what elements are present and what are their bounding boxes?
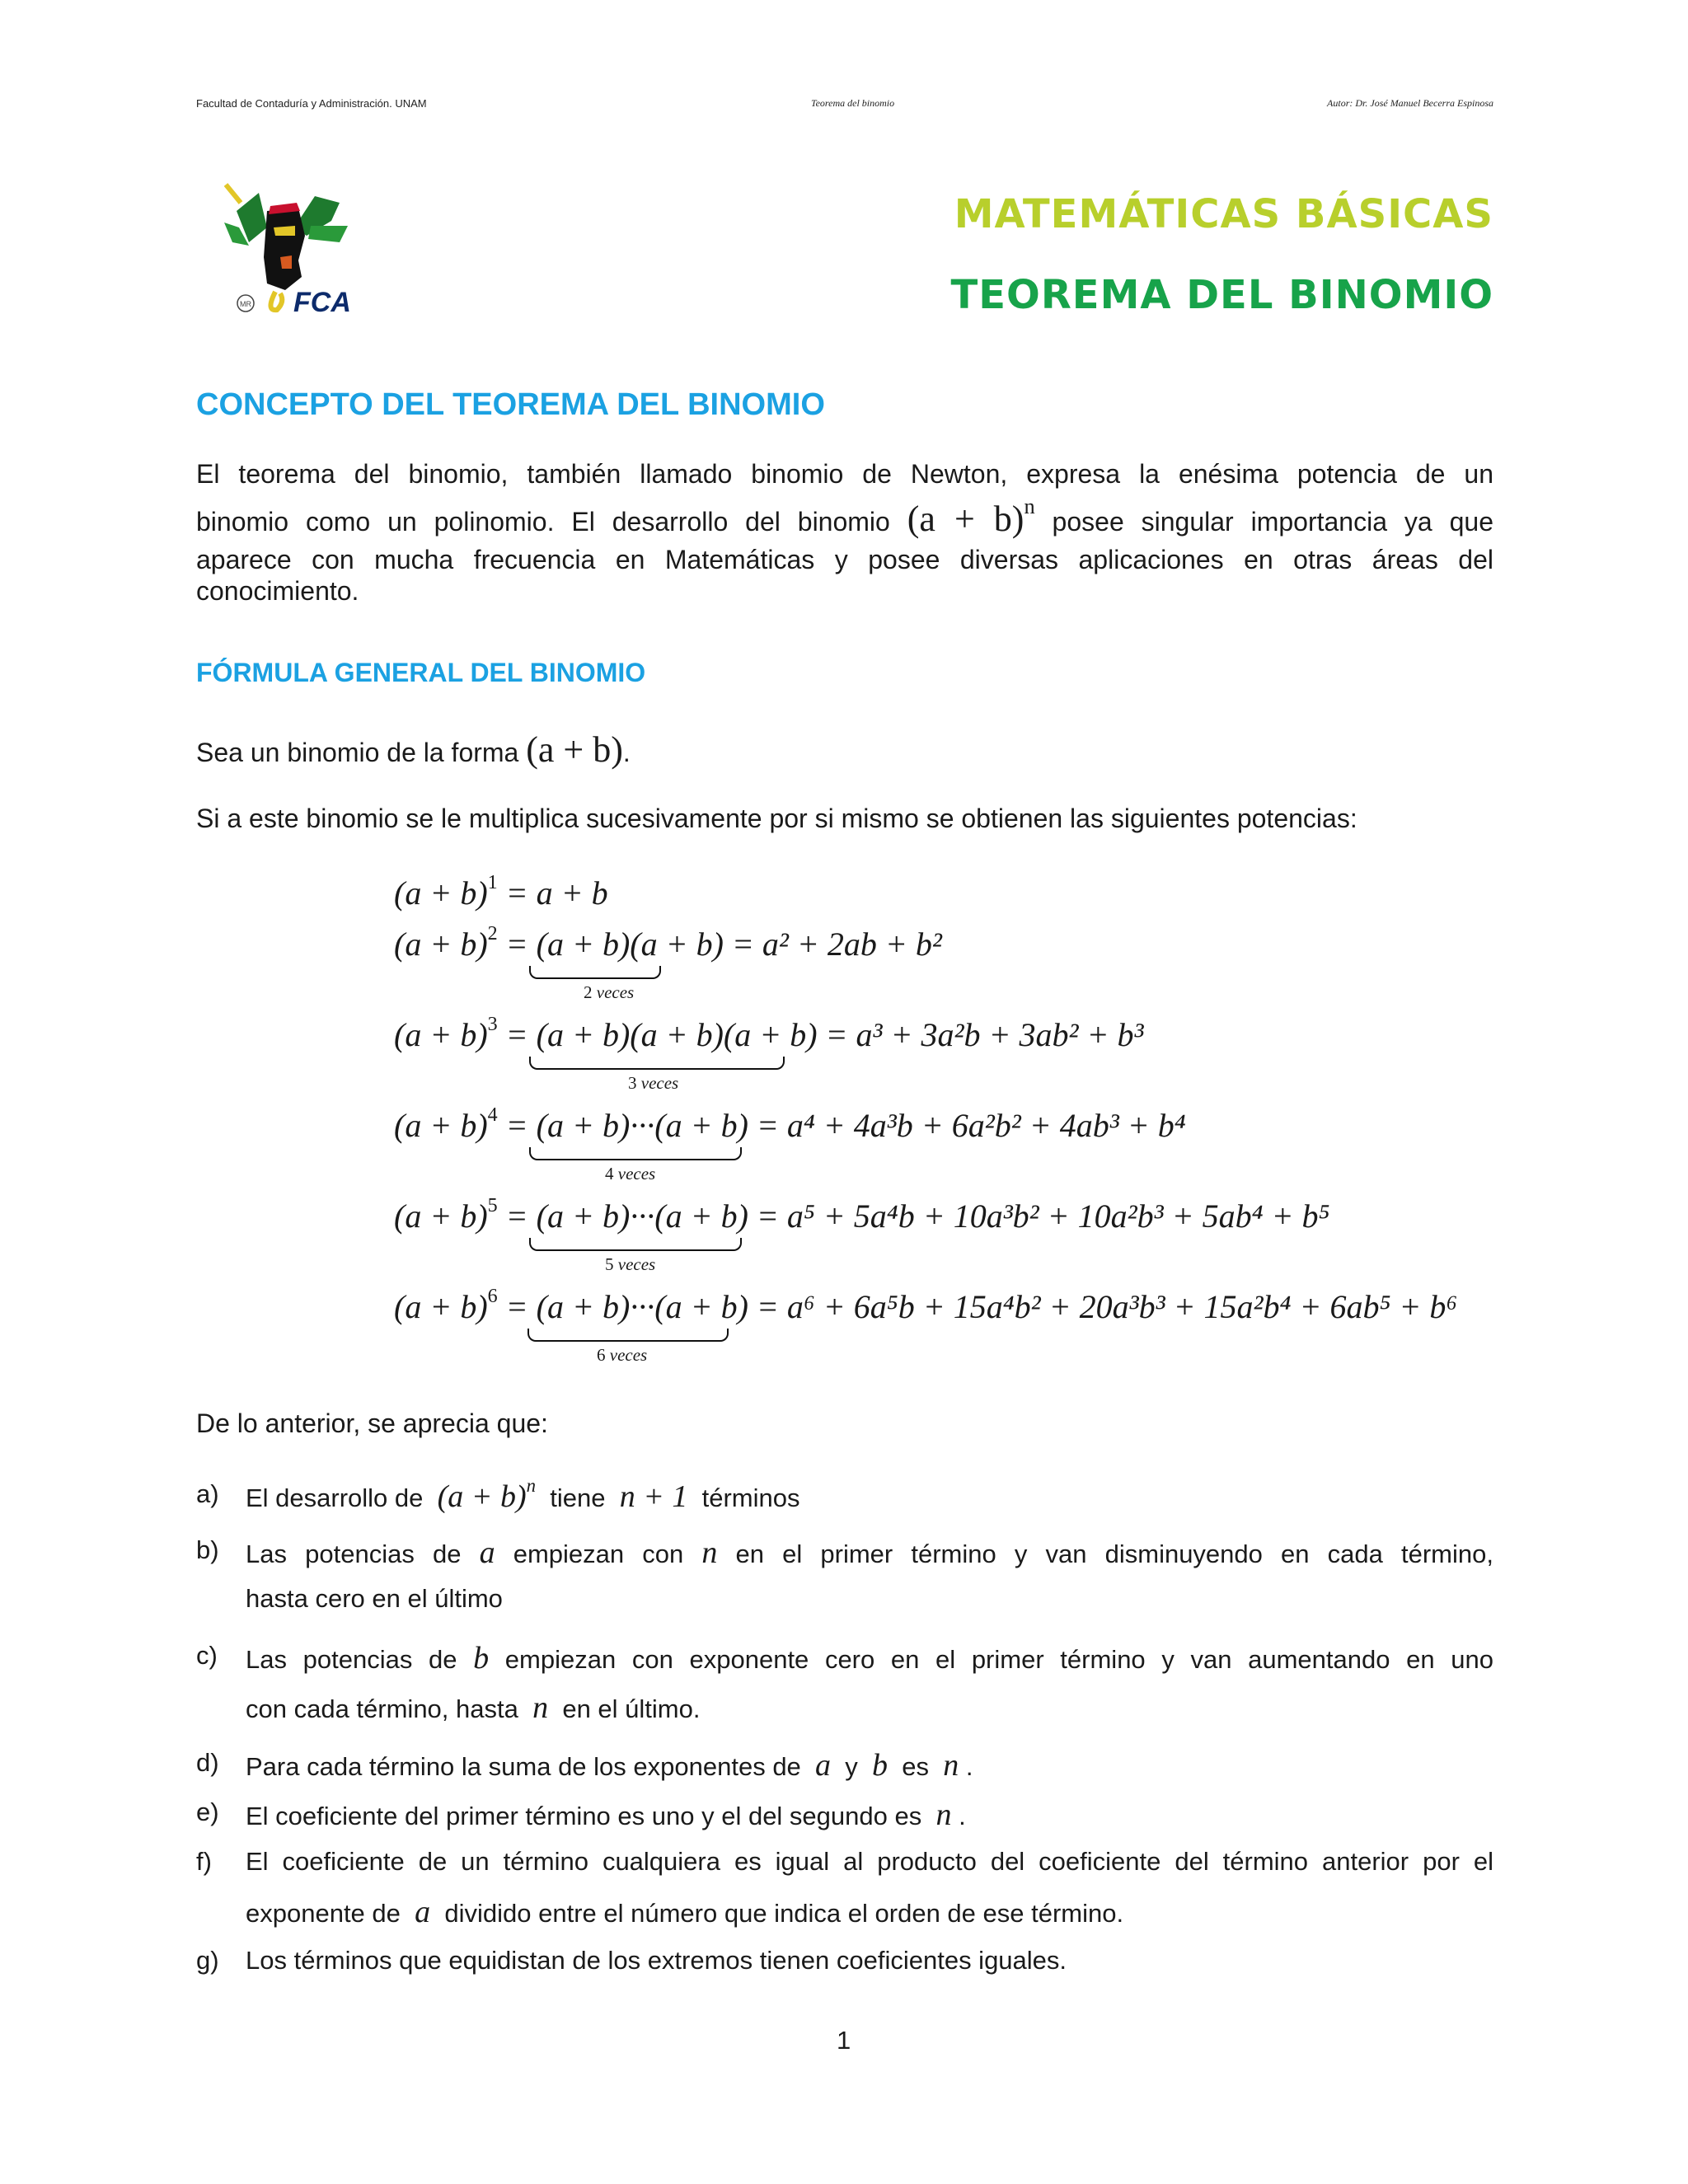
document-page: Facultad de Contaduría y Administración. UNAM Teorema del binomio Autor: Dr. José Manuel Becerra Espinosa MR FCA MATEMÁTICAS BÁSICAS TEOREMA DEL BINOMIO CONCEPTO DEL TEOREMA DEL BINOMIO El teorema del binomio, también llamado binomio de Newton, expresa la enésima potencia de un binomio como un polinomio. El desarrollo del binomio $(a + b)^n$ posee singular importancia ya que aparece con mucha frecuencia en Matemáticas y posee diversas aplicaciones en otras áreas del conocimiento. FÓRMULA GENERAL DEL BINOMIO Sea un binomio de la forma (a + b). Si a este binomio se le multiplica sucesivamente por si mismo se obtienen las siguientes potencias: $(a + b)^1 = a + b$ $(a + b)^2 = (a + b)(a + b) = a^2 + 2ab + b^2$ 2 veces $(a + b)^3 = (a + b)(a + b)(a + b) = a^3 + 3a^2b + 3ab^2 + b^3$ 3 veces $(a + b)^4 = (a + b)\cdot\cdot\cdot(a + b) = a^4 + 4a^3b + 6a^2b^2 + 4ab^3 + b^4$ 4 veces $(a + b)^5 = (a + b)\cdot\cdot\cdot(a + b) = a^5 + 5a^4b + 10a^3b^2 + 10a^2b^3 + 5ab^4 + b^5$ 5 veces $(a + b)^6 = (a + b)\cdot\cdot\cdot(a + b) = a^6 + 6a^5b + 15a^4b^2 + 20a^3b^3 + 15a^2b^4 + 6ab^5 + b^6$ 6 veces De lo anterior, se aprecia que: a) El desarrollo de $(a + b)^n$ tiene n + 1 términos b) Las potencias de a empiezan con n en el primer término y van disminuyendo en cada término, hasta cero en el último c) Las potencias de b empiezan con exponente cero en el primer término y van aumentando en uno con cada término, hasta n en el último. d) Para cada término la suma de los exponentes de a y b es n . e) El coeficiente del primer término es uno y el del segundo es n . f) El coeficiente de un término cualquiera es igual al producto del coeficiente del término anterior por el exponente de a dividido entre el número que indica el orden de ese término. g) Los términos que equidistan de los extremos tienen coeficientes iguales. 1 [196, 97, 1494, 2055]
svg-text:MR: MR [240, 300, 251, 308]
page-number: 1 [837, 2026, 851, 2055]
repetition-label: 2 veces [584, 982, 635, 1002]
main-title: MATEMÁTICAS BÁSICAS [954, 191, 1493, 237]
header-topic: Teorema del binomio [811, 97, 895, 109]
section-heading-concept: CONCEPTO DEL TEOREMA DEL BINOMIO [196, 387, 825, 422]
concept-paragraph-line: aparece con mucha frecuencia en Matemáticas y posee diversas aplicaciones en otras áreas del [196, 545, 1493, 574]
concept-paragraph-line: binomio como un polinomio. El desarrollo del binomio $(a + b)^n$ posee singular importancia ya que [196, 493, 1494, 539]
header-institution: Facultad de Contaduría y Administración. UNAM [196, 97, 427, 110]
underbrace [529, 966, 661, 979]
section-heading-formula: FÓRMULA GENERAL DEL BINOMIO [196, 658, 646, 687]
list-item-continuation: exponente de a dividido entre el número que indica el orden de ese término. [246, 1895, 1124, 1929]
fca-unam-logo [216, 178, 361, 318]
underbrace [529, 1147, 742, 1160]
powers-intro-sentence: Si a este binomio se le multiplica sucesivamente por si mismo se obtienen las siguientes potencias: [196, 804, 1357, 833]
list-item-continuation: hasta cero en el último [246, 1584, 503, 1613]
math-expression: $(a + b)^n$ [437, 1474, 536, 1514]
conclusion-intro: De lo anterior, se aprecia que: [196, 1408, 548, 1438]
repetition-label: 3 veces [628, 1073, 679, 1093]
binomial-power-expression: $(a + b)^n$ [907, 493, 1035, 539]
underbrace [529, 1057, 785, 1070]
repetition-label: 6 veces [597, 1345, 648, 1365]
binomial-power-5-equation: $(a + b)^5 = (a + b)\cdot\cdot\cdot(a + b) = a^5 + 5a^4b + 10a^3b^2 + 10a^2b^3 + 5ab^4 + b^5$ [394, 1194, 1330, 1235]
underbrace [528, 1329, 729, 1342]
binomial-power-2-equation: $(a + b)^2 = (a + b)(a + b) = a^2 + 2ab + b^2$ [394, 922, 942, 963]
binomial-power-6-equation: $(a + b)^6 = (a + b)\cdot\cdot\cdot(a + b) = a^6 + 6a^5b + 15a^4b^2 + 20a^3b^3 + 15a^2b^4 + 6ab^5 + b^6$ [394, 1285, 1458, 1325]
binomial-expression: (a + b) [526, 729, 623, 770]
list-item-continuation: con cada término, hasta n en el último. [246, 1690, 701, 1725]
header-author: Autor: Dr. José Manuel Becerra Espinosa [1327, 97, 1493, 109]
concept-paragraph-line: conocimiento. [196, 576, 359, 606]
repetition-label: 5 veces [605, 1254, 656, 1274]
underbrace [529, 1238, 742, 1251]
repetition-label: 4 veces [605, 1164, 656, 1183]
binomial-power-1-equation: $(a + b)^1 = a + b$ [394, 871, 608, 912]
profile-face-icon [264, 208, 305, 290]
binomial-power-4-equation: $(a + b)^4 = (a + b)\cdot\cdot\cdot(a + b) = a^4 + 4a^3b + 6a^2b^2 + 4ab^3 + b^4$ [394, 1104, 1186, 1144]
concept-paragraph-line: El teorema del binomio, también llamado binomio de Newton, expresa la enésima potencia de un [196, 459, 1493, 489]
fca-wordmark: FCA [293, 287, 351, 318]
binomial-power-3-equation: $(a + b)^3 = (a + b)(a + b)(a + b) = a^3 + 3a^2b + 3ab^2 + b^3$ [394, 1013, 1144, 1053]
binomial-form-sentence: Sea un binomio de la forma (a + b). [196, 729, 631, 770]
sub-title: TEOREMA DEL BINOMIO [950, 272, 1493, 318]
